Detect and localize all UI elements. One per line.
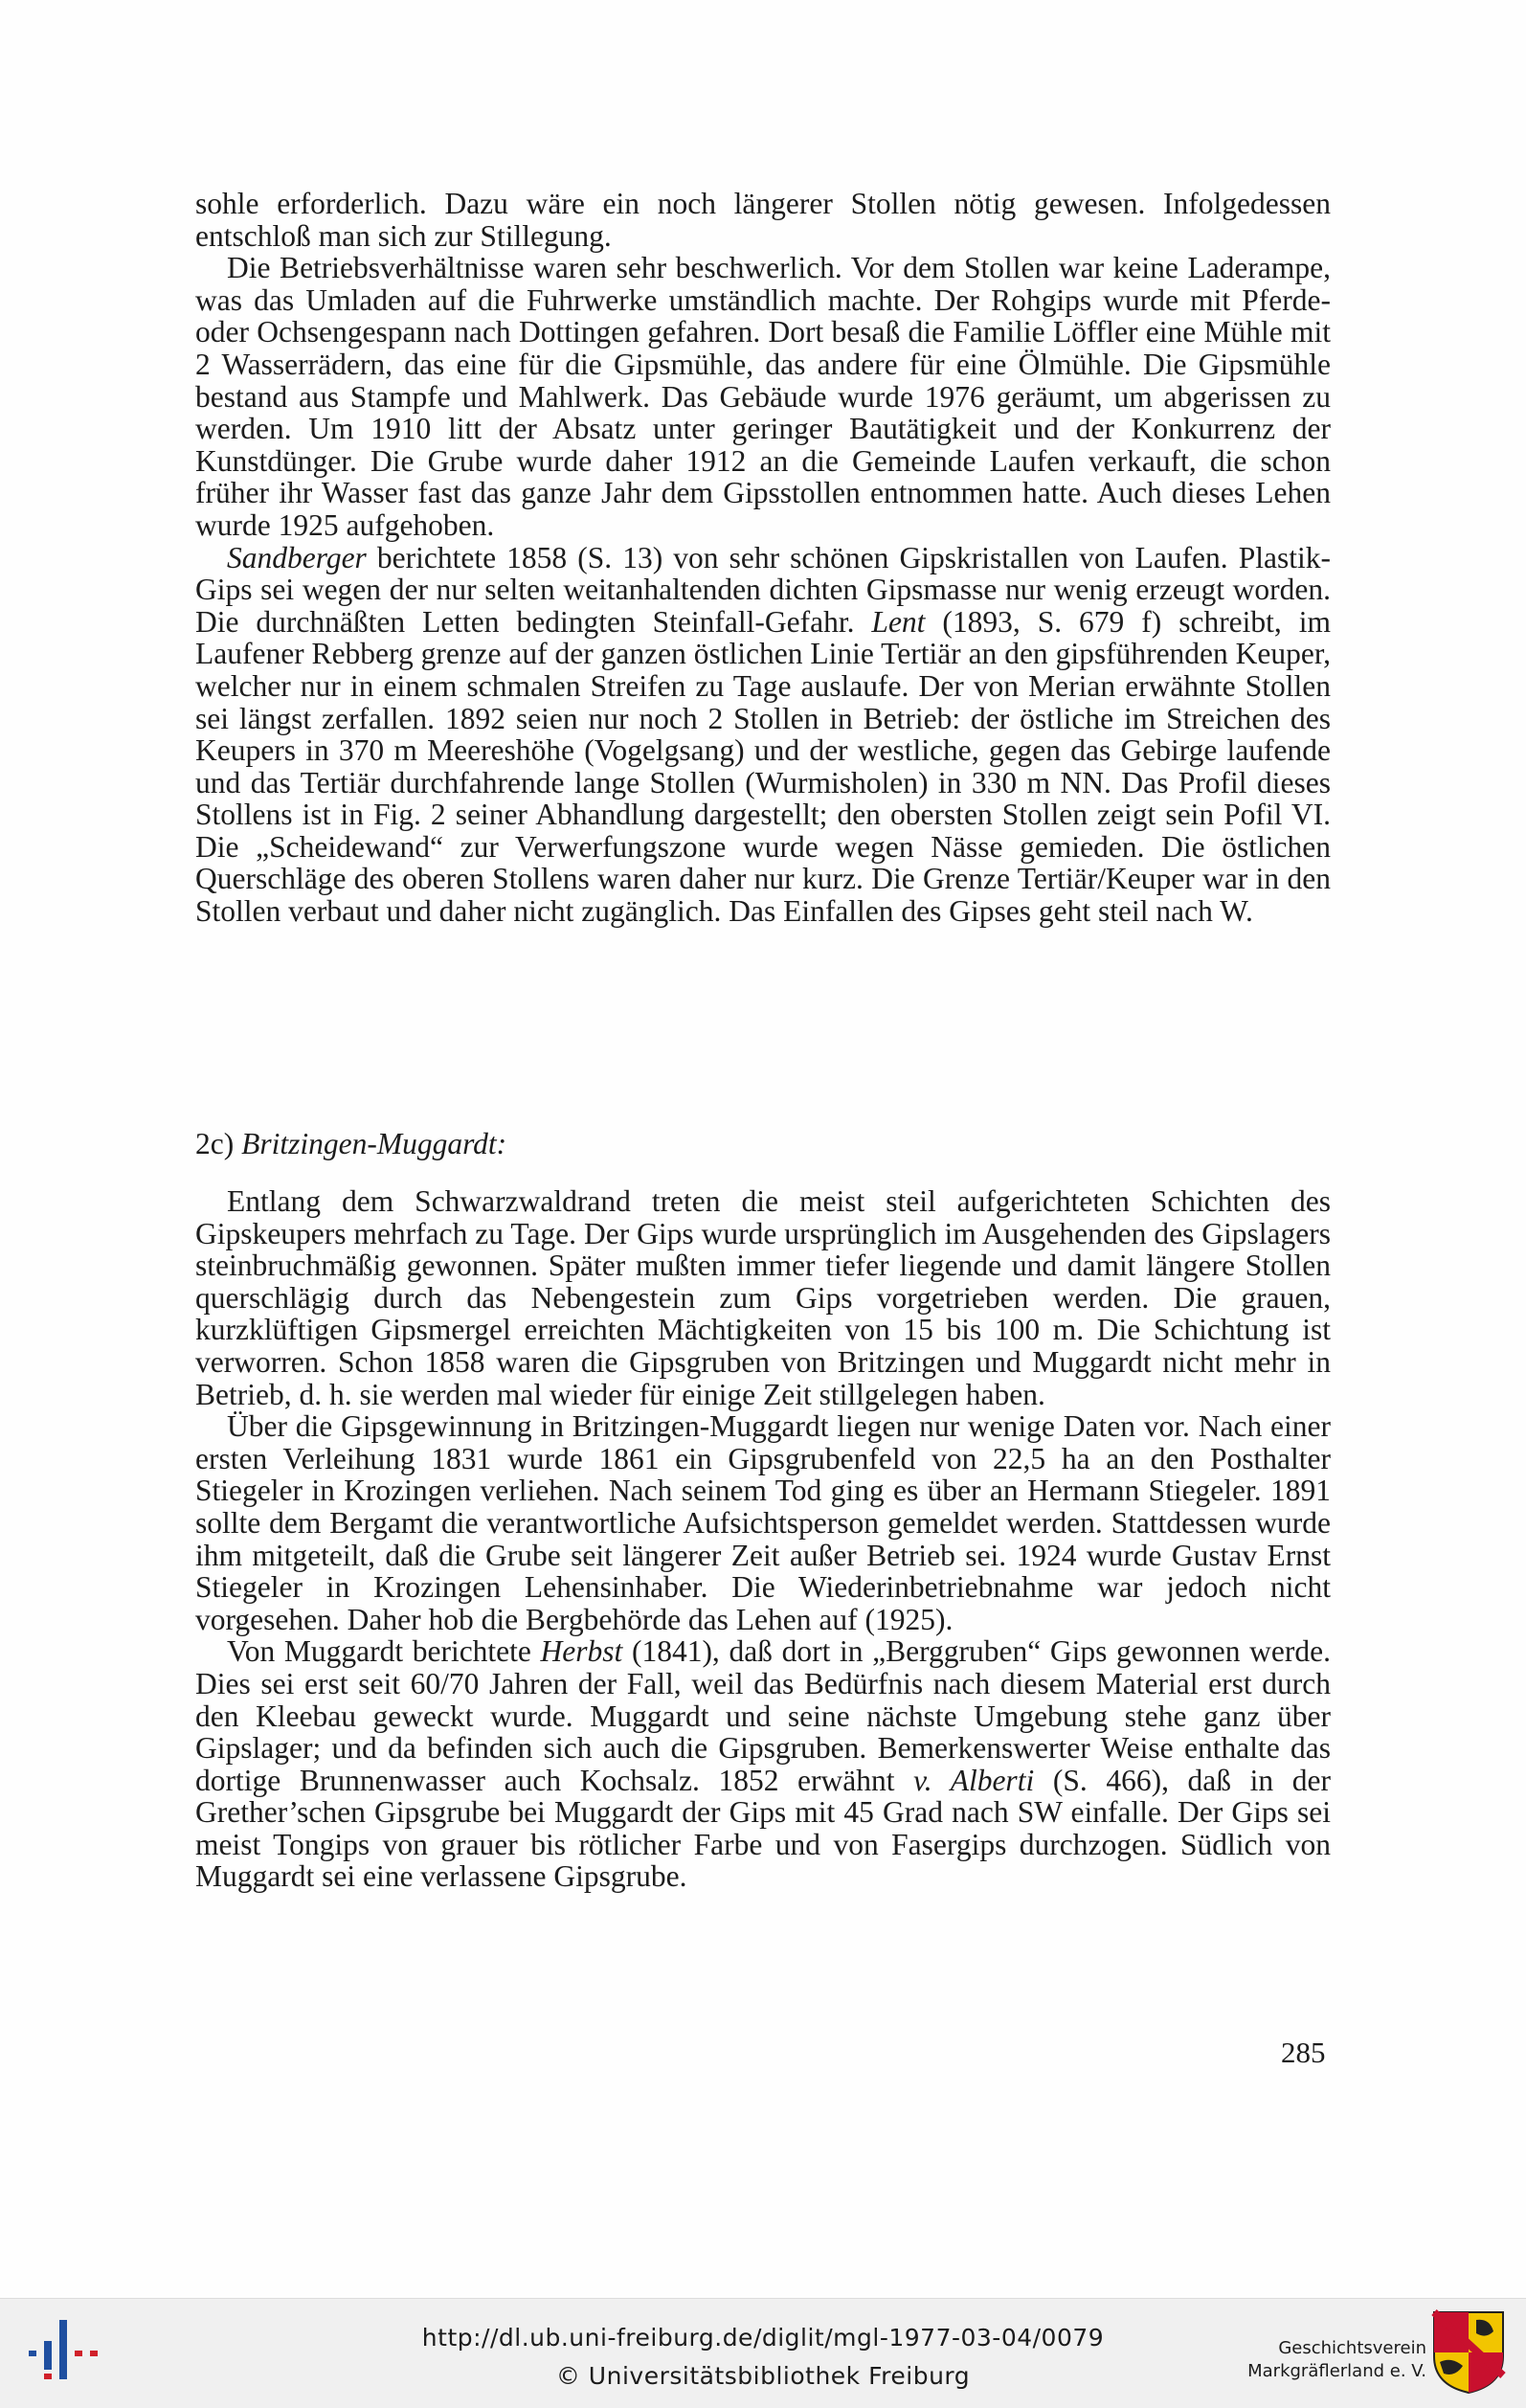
author-name: Lent [871, 604, 926, 639]
footer-bar [0, 2298, 1526, 2408]
paragraph-muggardt [195, 1635, 1331, 1893]
text-block-top [195, 188, 1331, 928]
society-name [1225, 2337, 1426, 2383]
text-block-bottom [195, 1185, 1331, 1893]
coat-of-arms-icon [1430, 2308, 1507, 2397]
paragraph: sohle erforderlich. Dazu wäre ein noch längerer Stollen nötig gewesen. Infolgedessen entschloß man sich zur Stillegung. [195, 187, 1331, 253]
society-name-line: Geschichtsverein [1278, 2338, 1426, 2358]
author-name: Sandberger [227, 540, 367, 574]
section-title: Britzingen-Muggardt: [241, 1127, 507, 1160]
author-name: v. Alberti [913, 1763, 1035, 1797]
paragraph-sandberger [195, 542, 1331, 928]
paragraph: Die Betriebsverhältnisse waren sehr beschwerlich. Vor dem Stollen war keine Laderampe, was das Umladen auf die Fuhrwerke umständlich machte. Der Rohgips wurde mit Pferde- oder Ochsengespann nach Dottingen gefahren. Dort besaß die Familie Löffler eine Mühle mit 2 Wasserrädern, das eine für die Gipsmühle, das andere für eine Ölmühle. Die Gipsmühle bestand aus Stampfe und Mahlwerk. Das Gebäude wurde 1976 geräumt, um abgerissen zu werden. Um 1910 litt der Absatz unter geringer Bautätigkeit und der Konkurrenz der Kunstdünger. Die Grube wurde daher 1912 an die Gemeinde Laufen verkauft, die schon früher ihr Wasser fast das ganze Jahr dem Gipsstollen entnommen hatte. Auch dieses Lehen wurde 1925 aufgehoben. [195, 251, 1331, 542]
copyright-notice: © Universitätsbibliothek Freiburg [555, 2362, 971, 2390]
paragraph-text: Von Muggardt berichtete [227, 1634, 541, 1669]
paragraph-text: (S. 466), daß in der Grether’schen Gipsgrube bei Muggardt der Gips mit 45 Grad nach SW einfalle. Der Gips sei meist Tongips von grauer bis rötlicher Farbe und von Fasergips durchzogen. Südlich von Muggardt sei eine verlassene Gipsgrube. [195, 1763, 1332, 1894]
document-url[interactable]: http://dl.ub.uni-freiburg.de/diglit/mgl-1977-03-04/0079 [421, 2324, 1105, 2352]
paragraph: Entlang dem Schwarzwaldrand treten die meist steil aufgerichteten Schichten des Gipskeupers mehrfach zu Tage. Der Gips wurde ursprünglich im Ausgehenden des Gipslagers steinbruchmäßig gewonnen. Später mußten immer tiefer liegende und damit längere Stollen querschlägig durch das Nebengestein zum Gips vorgetrieben werden. Die grauen, kurzklüftigen Gipsmergel erreichten Mächtigkeiten von 15 bis 100 m. Die Schichtung ist verworren. Schon 1858 waren die Gipsgruben von Britzingen und Muggardt nicht mehr in Betrieb, d. h. sie werden mal wieder für einige Zeit stillgelegen haben. [195, 1184, 1331, 1411]
paragraph: Über die Gipsgewinnung in Britzingen-Muggardt liegen nur wenige Daten vor. Nach einer ersten Verleihung 1831 wurde 1861 ein Gipsgrubenfeld von 22,5 ha an den Posthalter Stiegeler in Krozingen verliehen. Nach seinem Tod ging es über an Hermann Stiegeler. 1891 sollte dem Bergamt die verantwortliche Aufsichtsperson gemeldet werden. Stattdessen wurde ihm mitgeteilt, daß die Grube seit längerer Zeit außer Betrieb sei. 1924 wurde Gustav Ernst Stiegeler in Krozingen Lehensinhaber. Die Wiederinbetriebnahme war jedoch nicht vorgesehen. Daher hob die Bergbehörde das Lehen auf (1925). [195, 1409, 1331, 1636]
page-number: 285 [1281, 2036, 1326, 2069]
society-name-line: Markgräflerland e. V. [1247, 2361, 1426, 2381]
paragraph-text: (1893, S. 679 f) schreibt, im Laufener Rebberg grenze auf der ganzen östlichen Linie Tertiär an den gipsführenden Keuper, welcher nur in einem schmalen Streifen zu Tage auslaufe. Der von Merian erwähnte Stollen sei längst zerfallen. 1892 seien nur noch 2 Stollen in Betrieb: der östliche im Streichen des Keupers in 370 m Meereshöhe (Vogelgsang) und der westliche, gegen das Gebirge laufende und das Tertiär durchfahrende lange Stollen (Wurmisholen) in 330 m NN. Das Profil dieses Stollens ist in Fig. 2 seiner Abhandlung dargestellt; den obersten Stollen zeigt sein Pofil VI. Die „Scheidewand“ zur Verwerfungszone wurde wegen Nässe gemieden. Die östlichen Querschläge des oberen Stollens waren daher nur kurz. Die Grenze Tertiär/Keuper war in den Stollen verbaut und daher nicht zugänglich. Das Einfallen des Gipses geht steil nach W. [195, 604, 1331, 929]
author-name: Herbst [540, 1634, 623, 1669]
section-number: 2c) [195, 1127, 235, 1160]
paragraph-text: (1841), daß dort in „Berggruben“ Gips gewonnen werde. Dies sei erst seit 60/70 Jahren der Fall, weil das Bedürfnis nach diesem Material erst durch den Kleebau geweckt wurde. Muggardt und seine nächste Umgebung stehe ganz über Gipslager; und da befinden sich auch die Gipsgruben. Bemerkenswerter Weise enthalte das dortige Brunnenwasser auch Kochsalz. 1852 erwähnt [195, 1634, 1331, 1797]
paragraph-text: berichtete 1858 (S. 13) von sehr schönen Gipskristallen von Laufen. Plastik-Gips sei wegen der nur selten weitanhaltenden dichten Gipsmasse nur wenig erzeugt worden. Die durchnäßten Letten bedingten Steinfall-Gefahr. [195, 540, 1331, 639]
section-heading [195, 1128, 506, 1160]
